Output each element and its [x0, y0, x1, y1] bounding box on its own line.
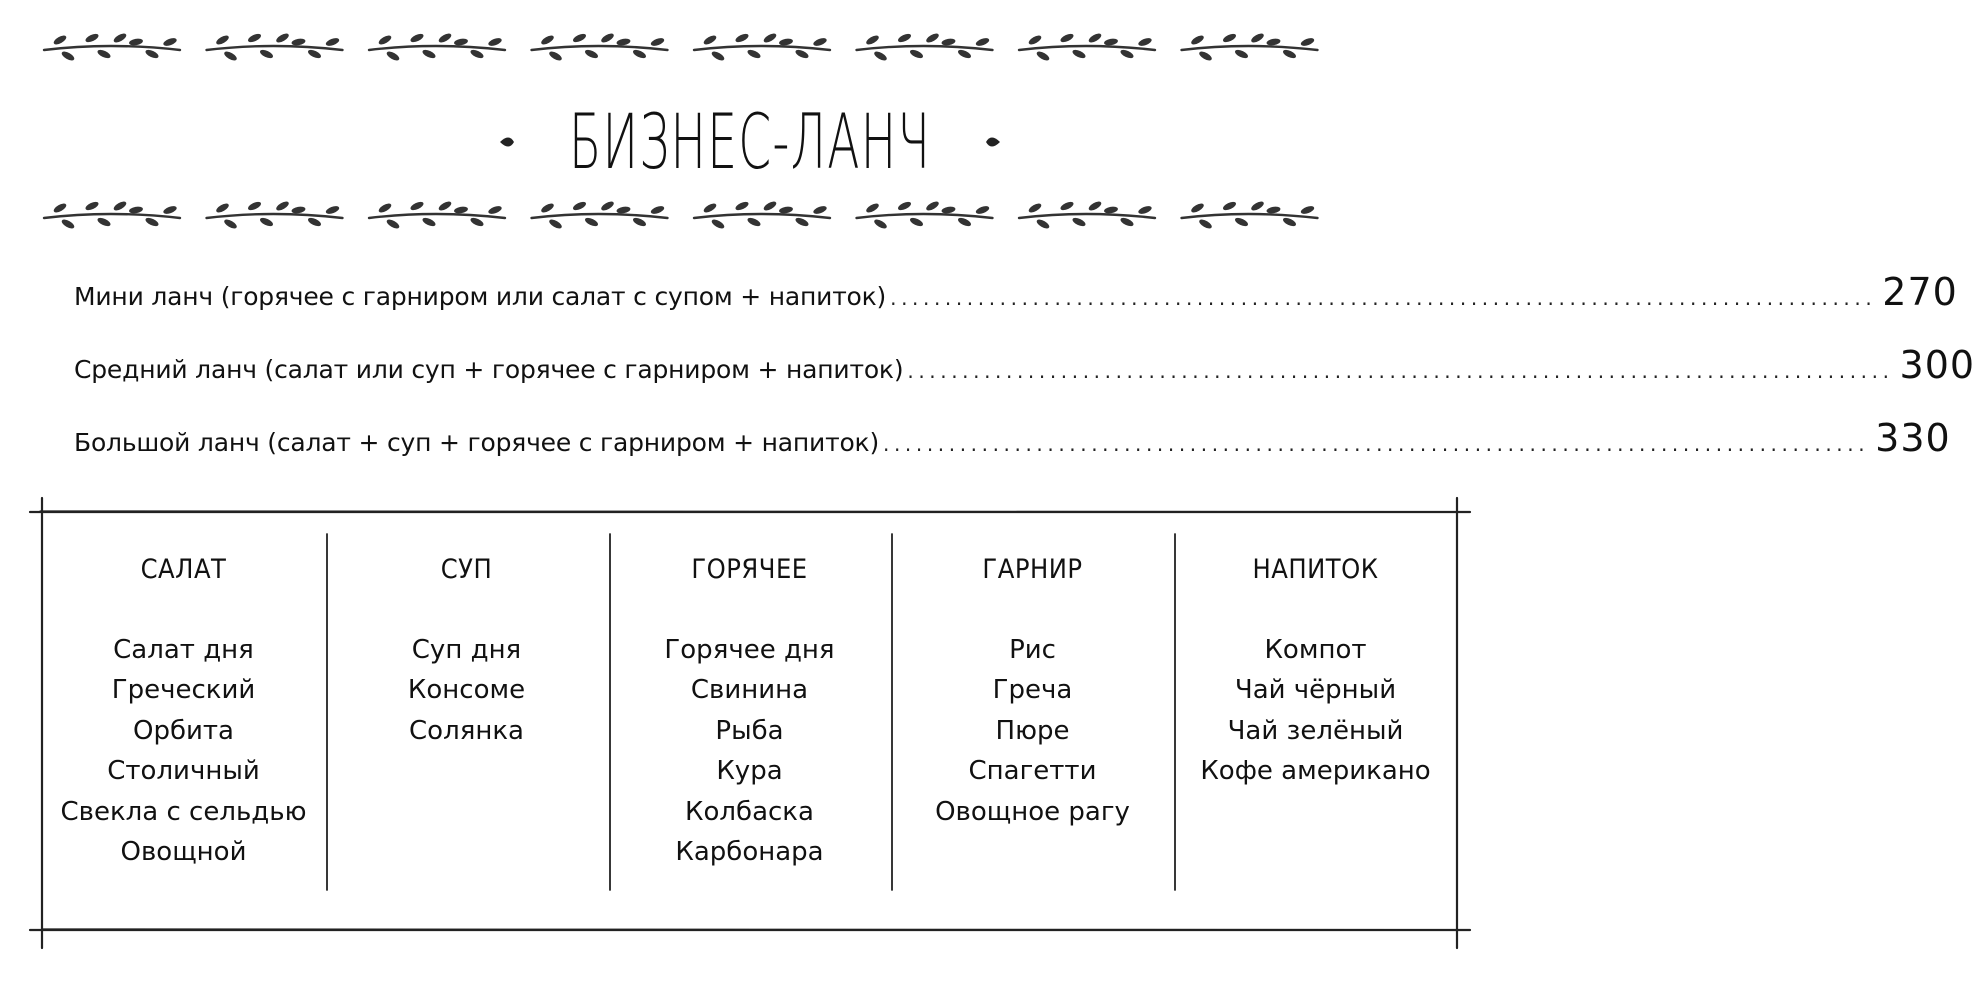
menu-item: Свекла с сельдью: [60, 796, 307, 827]
menu-item: Овощной: [120, 837, 247, 868]
menu-item: Солянка: [409, 715, 524, 746]
menu-column-hot: [608, 548, 891, 888]
leaf-sprig-icon: [44, 32, 180, 63]
menu-item: Горячее дня: [664, 635, 835, 665]
right-sprig-icon: [976, 127, 1006, 157]
menu-item: Греча: [992, 675, 1073, 706]
menu-item: Орбита: [133, 715, 234, 746]
menu-item: Рыба: [715, 715, 784, 746]
menu-item: Пюре: [995, 715, 1070, 746]
lunch-option-name: Большой ланч (салат + суп + горячее с гарниром + напиток): [74, 428, 879, 457]
leaf-sprig-icon: [1019, 200, 1155, 231]
menu-item: Колбаска: [685, 796, 814, 827]
leaf-sprig-icon: [857, 32, 993, 63]
leader-dots: ..........................................................................................: [890, 286, 1877, 310]
leaf-sprig-icon: [369, 32, 505, 63]
bottom-ornament-border: [40, 196, 1460, 236]
lunch-option-row: [74, 343, 1975, 416]
leader-dots: ..........................................................................................: [907, 359, 1894, 383]
leaf-sprig-icon: [1182, 200, 1318, 231]
menu-item: Компот: [1264, 635, 1367, 665]
leaf-sprig-icon: [1182, 32, 1318, 63]
leaf-sprig-icon: [44, 200, 180, 231]
menu-item: Столичный: [107, 756, 260, 787]
menu-item: Овощное рагу: [935, 796, 1130, 827]
menu-item: Карбонара: [675, 837, 824, 868]
page-title: БИЗНЕС-ЛАНЧ: [568, 97, 932, 186]
column-heading: СУП: [440, 554, 493, 585]
menu-column-soup: [325, 548, 608, 888]
menu-item: Кофе американо: [1200, 756, 1431, 787]
menu-item: Суп дня: [411, 635, 522, 665]
menu-item: Греческий: [111, 675, 256, 706]
lunch-option-name: Мини ланч (горячее с гарниром или салат с супом + напиток): [74, 282, 887, 311]
leaf-sprig-icon: [857, 200, 993, 231]
lunch-options-list: [74, 270, 1975, 489]
column-heading: НАПИТОК: [1252, 554, 1379, 585]
title-block: [0, 92, 1500, 192]
column-heading: ГАРНИР: [982, 554, 1083, 585]
menu-column-drink: [1174, 548, 1457, 888]
leaf-sprig-icon: [532, 32, 668, 63]
leaf-sprig-icon: [694, 200, 830, 231]
menu-columns: [42, 548, 1458, 888]
menu-item: Спагетти: [968, 756, 1097, 787]
leader-dots: ..........................................................................................: [883, 432, 1870, 456]
lunch-option-name: Средний ланч (салат или суп + горячее с гарниром + напиток): [74, 355, 904, 384]
left-sprig-icon: [494, 127, 524, 157]
lunch-option-price: 270: [1882, 270, 1958, 314]
leaf-sprig-icon: [207, 200, 343, 231]
leaf-sprig-icon: [694, 32, 830, 63]
menu-item: Чай чёрный: [1234, 675, 1397, 706]
menu-item: Кура: [716, 756, 783, 787]
menu-item: Консоме: [407, 675, 526, 706]
leaf-sprig-icon: [1019, 32, 1155, 63]
menu-item: Свинина: [690, 675, 809, 706]
column-heading: ГОРЯЧЕЕ: [691, 554, 808, 585]
menu-column-salad: [42, 548, 325, 888]
lunch-option-price: 300: [1899, 343, 1975, 387]
column-heading: САЛАТ: [140, 554, 227, 585]
menu-item: Рис: [1009, 635, 1056, 665]
menu-column-side: [891, 548, 1174, 888]
leaf-sprig-icon: [532, 200, 668, 231]
lunch-option-price: 330: [1875, 416, 1951, 460]
leaf-sprig-icon: [369, 200, 505, 231]
lunch-option-row: [74, 270, 1958, 343]
menu-item: Чай зелёный: [1227, 715, 1404, 746]
leaf-sprig-icon: [207, 32, 343, 63]
lunch-option-row: [74, 416, 1951, 489]
menu-item: Салат дня: [113, 635, 254, 665]
top-ornament-border: [40, 28, 1460, 68]
